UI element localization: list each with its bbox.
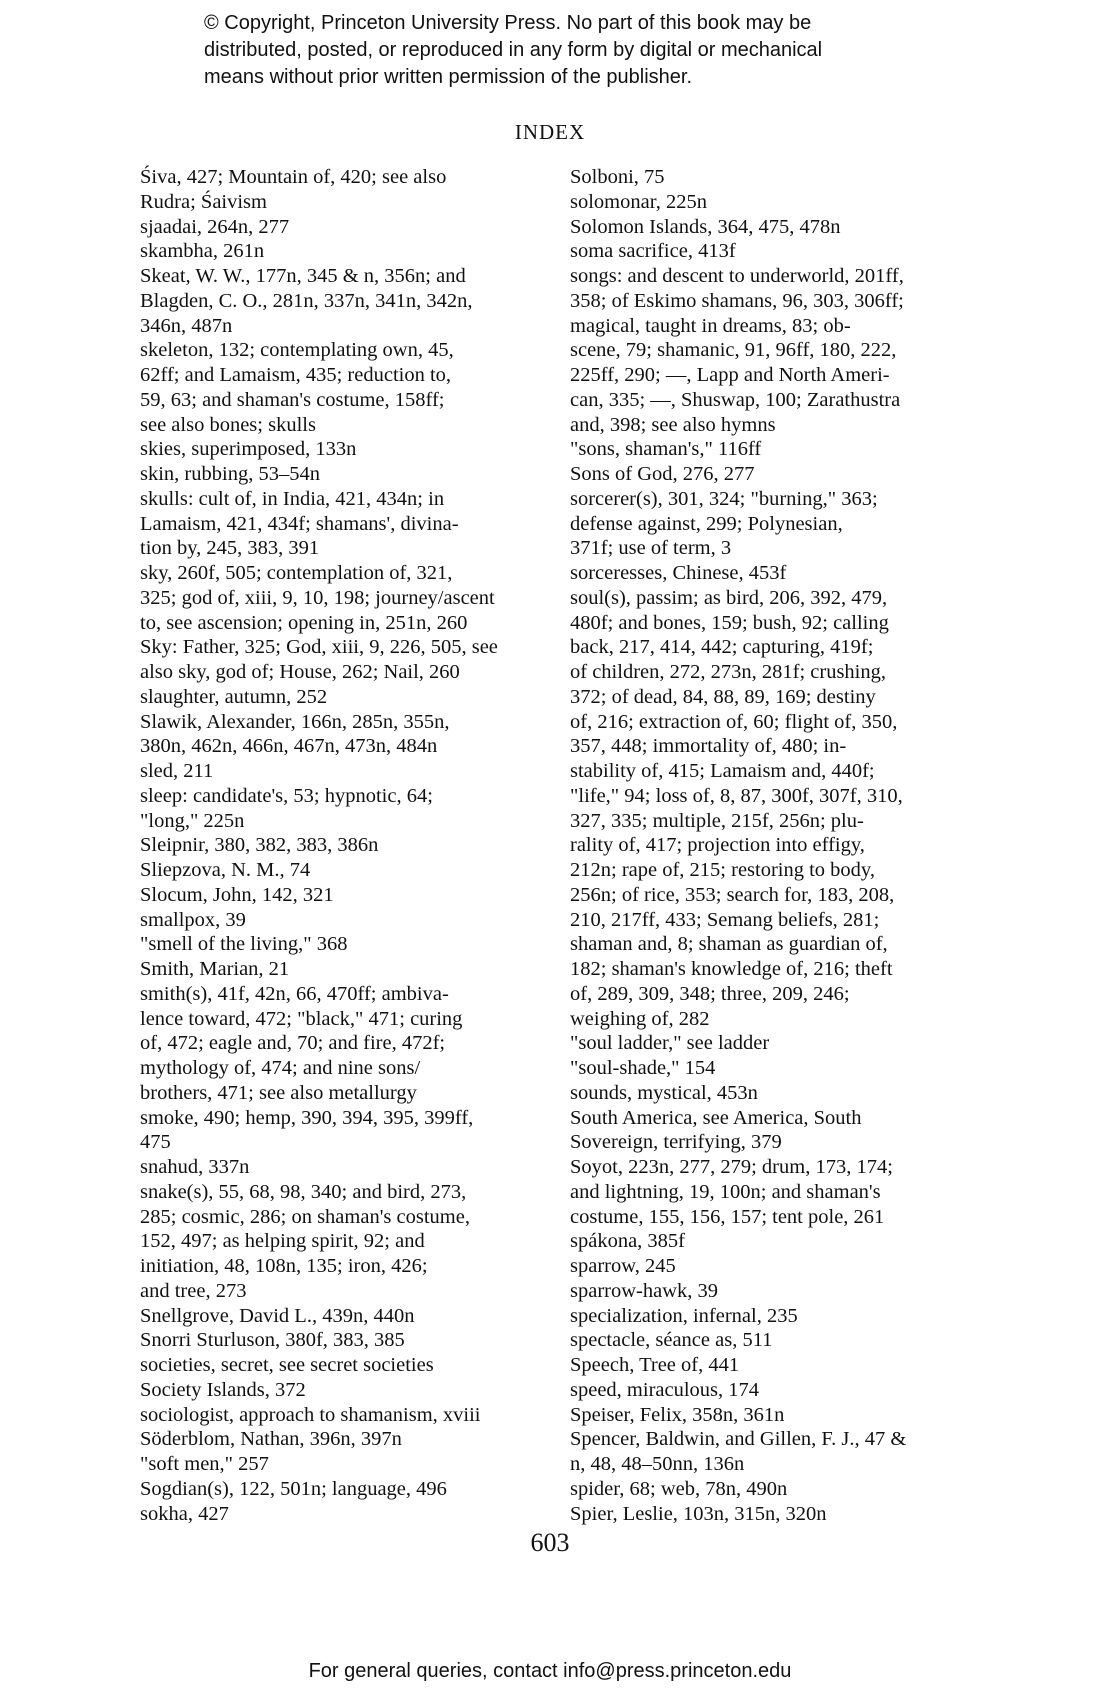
index-entry — [140, 437, 550, 462]
index-entry — [570, 1031, 980, 1056]
index-entry — [570, 1378, 980, 1403]
index-entry-line: stability of, 415; Lamaism and, 440f; — [570, 760, 875, 782]
index-entry-line: defense against, 299; Polynesian, — [570, 512, 843, 535]
index-entry-line: smith(s), 41f, 42n, 66, 470ff; ambiva- — [140, 982, 449, 1005]
index-entry-line: 285; cosmic, 286; on shaman's costume, — [140, 1205, 470, 1228]
index-entry-line: sociologist, approach to shamanism, xviii — [140, 1403, 481, 1426]
index-entry-line: 210, 217ff, 433; Semang beliefs, 281; — [570, 908, 880, 931]
index-entry — [140, 1452, 550, 1477]
index-entry — [140, 561, 550, 635]
index-entry — [140, 883, 550, 908]
index-entry — [570, 1056, 980, 1081]
index-entry — [140, 957, 550, 982]
index-entry-line: specialization, infernal, 235 — [570, 1304, 798, 1327]
index-entry-line: spider, 68; web, 78n, 490n — [570, 1477, 788, 1500]
index-entry — [140, 1155, 550, 1180]
index-entry — [140, 338, 550, 437]
index-entry-line: sokha, 427 — [140, 1502, 229, 1525]
index-entry-line: Soyot, 223n, 277, 279; drum, 173, 174; — [570, 1156, 893, 1178]
copyright-line: © Copyright, Princeton University Press. No part of this book may be — [204, 12, 812, 34]
index-entry — [140, 1403, 550, 1428]
copyright-line: distributed, posted, or reproduced in any form by digital or mechanical — [204, 39, 823, 61]
index-entry-line: sparrow, 245 — [570, 1255, 676, 1277]
index-entry — [570, 1130, 980, 1155]
index-entry — [570, 190, 980, 215]
index-entry-line: Skeat, W. W., 177n, 345 & n, 356n; and — [140, 265, 466, 287]
index-entry-line: "soul-shade," 154 — [570, 1057, 716, 1079]
index-entry-line: 327, 335; multiple, 215f, 256n; plu- — [570, 809, 864, 832]
index-entry-line: also sky, god of; House, 262; Nail, 260 — [140, 661, 460, 683]
index-entry — [570, 586, 980, 1032]
index-entry-line: mythology of, 474; and nine sons/ — [140, 1057, 421, 1079]
index-entry-line: 62ff; and Lamaism, 435; reduction to, — [140, 364, 452, 386]
index-entry-line: 212n; rape of, 215; restoring to body, — [570, 859, 875, 881]
index-entry — [140, 1477, 550, 1502]
index-entry — [140, 1427, 550, 1452]
index-entry — [140, 215, 550, 240]
index-entry-line: "long," 225n — [140, 809, 245, 832]
index-entry-line: tion by, 245, 383, 391 — [140, 537, 320, 560]
index-entry-line: can, 335; —, Shuswap, 100; Zarathustra — [570, 388, 901, 411]
index-entry — [570, 1304, 980, 1329]
copyright-notice — [204, 10, 924, 91]
index-entry — [570, 1229, 980, 1254]
index-entry — [140, 685, 550, 710]
index-entry-line: Sliepzova, N. M., 74 — [140, 859, 311, 881]
index-entry-line: 480f; and bones, 159; bush, 92; calling — [570, 611, 889, 634]
index-entry — [140, 1502, 550, 1527]
index-entry-line: spákona, 385f — [570, 1230, 686, 1253]
index-entry — [140, 1180, 550, 1304]
index-entry-line: costume, 155, 156, 157; tent pole, 261 — [570, 1205, 885, 1228]
index-entry — [570, 1502, 980, 1527]
index-entry — [140, 858, 550, 883]
index-entry-line: to, see ascension; opening in, 251n, 260 — [140, 611, 468, 634]
index-entry-line: soma sacrifice, 413f — [570, 240, 736, 263]
index-entry — [140, 759, 550, 784]
index-entry-line: of children, 272, 273n, 281f; crushing, — [570, 661, 886, 683]
index-entry — [570, 1427, 980, 1477]
index-entry-line: speed, miraculous, 174 — [570, 1378, 760, 1401]
index-entry-line: societies, secret, see secret societies — [140, 1354, 434, 1376]
index-entry — [570, 1106, 980, 1131]
index-entry — [140, 487, 550, 561]
index-entry-line: skeleton, 132; contemplating own, 45, — [140, 339, 454, 362]
index-entry — [570, 1155, 980, 1229]
index-entry-line: South America, see America, South — [570, 1106, 862, 1129]
index-entry-line: smoke, 490; hemp, 390, 394, 395, 399ff, — [140, 1106, 474, 1129]
index-entry — [570, 239, 980, 264]
index-entry-line: sorceresses, Chinese, 453f — [570, 562, 787, 584]
index-entry-line: of, 289, 309, 348; three, 209, 246; — [570, 982, 850, 1005]
index-entry-line: "life," 94; loss of, 8, 87, 300f, 307f, 310, — [570, 784, 903, 807]
index-entry-line: 182; shaman's knowledge of, 216; theft — [570, 958, 893, 980]
index-entry-line: spectacle, séance as, 511 — [570, 1329, 773, 1352]
index-entry-line: Smith, Marian, 21 — [140, 958, 290, 980]
index-entry-line: and lightning, 19, 100n; and shaman's — [570, 1180, 881, 1203]
index-entry — [140, 710, 550, 760]
index-entry-line: n, 48, 48–50nn, 136n — [570, 1453, 745, 1475]
index-entry-line: Society Islands, 372 — [140, 1378, 306, 1401]
index-entry — [570, 437, 980, 462]
index-entry-line: weighing of, 282 — [570, 1007, 710, 1030]
index-entry-line: Spencer, Baldwin, and Gillen, F. J., 47 & — [570, 1428, 907, 1451]
index-entry — [570, 1081, 980, 1106]
index-entry-line: 325; god of, xiii, 9, 10, 198; journey/ascent — [140, 586, 495, 609]
index-entry-line: 371f; use of term, 3 — [570, 537, 732, 560]
index-entry-line: Speech, Tree of, 441 — [570, 1354, 740, 1376]
index-entry — [570, 1403, 980, 1428]
index-entry-line: and tree, 273 — [140, 1279, 247, 1302]
index-entry-line: 256n; of rice, 353; search for, 183, 208, — [570, 883, 895, 906]
index-entry-line: magical, taught in dreams, 83; ob- — [570, 314, 851, 337]
index-entry — [140, 982, 550, 1106]
index-entry-line: scene, 79; shamanic, 91, 96ff, 180, 222, — [570, 339, 897, 362]
index-entry-line: soul(s), passim; as bird, 206, 392, 479, — [570, 586, 888, 609]
index-entry — [570, 1279, 980, 1304]
index-entry-line: initiation, 48, 108n, 135; iron, 426; — [140, 1255, 428, 1277]
index-entry-line: skambha, 261n — [140, 240, 265, 263]
index-entry-line: Sons of God, 276, 277 — [570, 463, 755, 485]
index-entry-line: Solboni, 75 — [570, 166, 665, 188]
index-entry — [570, 1353, 980, 1378]
index-entry-line: sky, 260f, 505; contemplation of, 321, — [140, 562, 453, 584]
index-entry-line: Lamaism, 421, 434f; shamans', divina- — [140, 512, 459, 535]
index-entry-line: Slocum, John, 142, 321 — [140, 883, 334, 906]
index-entry-line: skin, rubbing, 53–54n — [140, 463, 320, 485]
index-entry — [140, 1328, 550, 1353]
index-entry-line: Sleipnir, 380, 382, 383, 386n — [140, 834, 379, 857]
index-entry-line: snahud, 337n — [140, 1156, 250, 1178]
index-entry-line: see also bones; skulls — [140, 413, 316, 436]
index-column-right — [570, 165, 980, 1526]
index-entry-line: skulls: cult of, in India, 421, 434n; in — [140, 487, 445, 510]
index-entry-line: 59, 63; and shaman's costume, 158ff; — [140, 388, 445, 411]
index-entry — [140, 833, 550, 858]
page-number: 603 — [530, 1528, 570, 1557]
index-entry — [570, 487, 980, 561]
index-entry-line: shaman and, 8; shaman as guardian of, — [570, 933, 888, 956]
index-entry — [140, 239, 550, 264]
footer-contact: For general queries, contact info@press.princeton.edu — [308, 1660, 792, 1682]
index-entry-line: sorcerer(s), 301, 324; "burning," 363; — [570, 487, 878, 510]
index-entry — [140, 1106, 550, 1156]
index-entry-line: smallpox, 39 — [140, 908, 246, 931]
index-entry-line: and, 398; see also hymns — [570, 413, 776, 436]
index-column-left — [140, 165, 550, 1526]
index-entry-line: "sons, shaman's," 116ff — [570, 438, 762, 461]
index-entry — [140, 1353, 550, 1378]
index-entry-line: skies, superimposed, 133n — [140, 438, 357, 461]
index-entry-line: Sovereign, terrifying, 379 — [570, 1131, 782, 1154]
index-entry-line: sled, 211 — [140, 760, 214, 782]
index-entry-line: lence toward, 472; "black," 471; curing — [140, 1007, 463, 1030]
index-entry-line: 225ff, 290; —, Lapp and North Ameri- — [570, 364, 890, 386]
index-entry-line: snake(s), 55, 68, 98, 340; and bird, 273, — [140, 1180, 467, 1203]
index-entry-line: brothers, 471; see also metallurgy — [140, 1081, 417, 1104]
index-entry-line: slaughter, autumn, 252 — [140, 685, 328, 708]
index-entry-line: solomonar, 225n — [570, 190, 707, 213]
index-entry — [140, 462, 550, 487]
index-entry-line: sounds, mystical, 453n — [570, 1081, 758, 1104]
index-entry-line: Söderblom, Nathan, 396n, 397n — [140, 1428, 402, 1451]
index-entry-line: 380n, 462n, 466n, 467n, 473n, 484n — [140, 735, 438, 758]
index-entry — [570, 215, 980, 240]
index-entry-line: Speiser, Felix, 358n, 361n — [570, 1403, 785, 1426]
page-heading: INDEX — [514, 120, 586, 144]
index-entry — [570, 1328, 980, 1353]
index-entry-line: of, 216; extraction of, 60; flight of, 350, — [570, 710, 898, 733]
index-entry-line: "soft men," 257 — [140, 1453, 269, 1475]
index-entry — [140, 1378, 550, 1403]
index-entry — [140, 165, 550, 215]
index-entry-line: "soul ladder," see ladder — [570, 1032, 770, 1055]
index-entry-line: Slawik, Alexander, 166n, 285n, 355n, — [140, 710, 450, 733]
index-entry-line: 475 — [140, 1131, 171, 1154]
index-entry — [140, 1304, 550, 1329]
index-entry — [140, 264, 550, 338]
index-entry — [140, 908, 550, 933]
index-entry-line: of, 472; eagle and, 70; and fire, 472f; — [140, 1032, 446, 1055]
index-entry-line: Snellgrove, David L., 439n, 440n — [140, 1304, 415, 1327]
copyright-line: means without prior written permission of the publisher. — [204, 66, 693, 88]
index-entry-line: "smell of the living," 368 — [140, 933, 348, 956]
index-entry-line: Sogdian(s), 122, 501n; language, 496 — [140, 1477, 447, 1500]
index-entry-line: songs: and descent to underworld, 201ff, — [570, 265, 904, 287]
index-entry-line: sleep: candidate's, 53; hypnotic, 64; — [140, 784, 433, 807]
index-entry-line: Rudra; Śaivism — [140, 190, 267, 213]
index-entry — [570, 165, 980, 190]
index-entry — [140, 635, 550, 685]
index-entry — [570, 561, 980, 586]
index-entry-line: sparrow-hawk, 39 — [570, 1279, 719, 1302]
index-entry — [140, 932, 550, 957]
index-entry-line: Spier, Leslie, 103n, 315n, 320n — [570, 1502, 827, 1525]
index-entry — [570, 264, 980, 437]
index-entry-line: Śiva, 427; Mountain of, 420; see also — [140, 166, 447, 188]
index-entry — [570, 1254, 980, 1279]
index-entry — [570, 1477, 980, 1502]
index-entry-line: 372; of dead, 84, 88, 89, 169; destiny — [570, 685, 876, 708]
index-entry — [570, 462, 980, 487]
index-entry-line: Solomon Islands, 364, 475, 478n — [570, 215, 841, 238]
index-entry-line: sjaadai, 264n, 277 — [140, 215, 290, 238]
index-entry-line: rality of, 417; projection into effigy, — [570, 834, 865, 857]
index-entry-line: Blagden, C. O., 281n, 337n, 341n, 342n, — [140, 289, 473, 312]
index-entry-line: back, 217, 414, 442; capturing, 419f; — [570, 636, 874, 659]
index-entry-line: 357, 448; immortality of, 480; in- — [570, 735, 847, 758]
index-entry — [140, 784, 550, 834]
index-entry-line: 152, 497; as helping spirit, 92; and — [140, 1230, 425, 1253]
index-entry-line: Snorri Sturluson, 380f, 383, 385 — [140, 1329, 405, 1352]
index-entry-line: 346n, 487n — [140, 314, 233, 337]
index-entry-line: Sky: Father, 325; God, xiii, 9, 226, 505, see — [140, 636, 498, 659]
index-entry-line: 358; of Eskimo shamans, 96, 303, 306ff; — [570, 289, 904, 312]
